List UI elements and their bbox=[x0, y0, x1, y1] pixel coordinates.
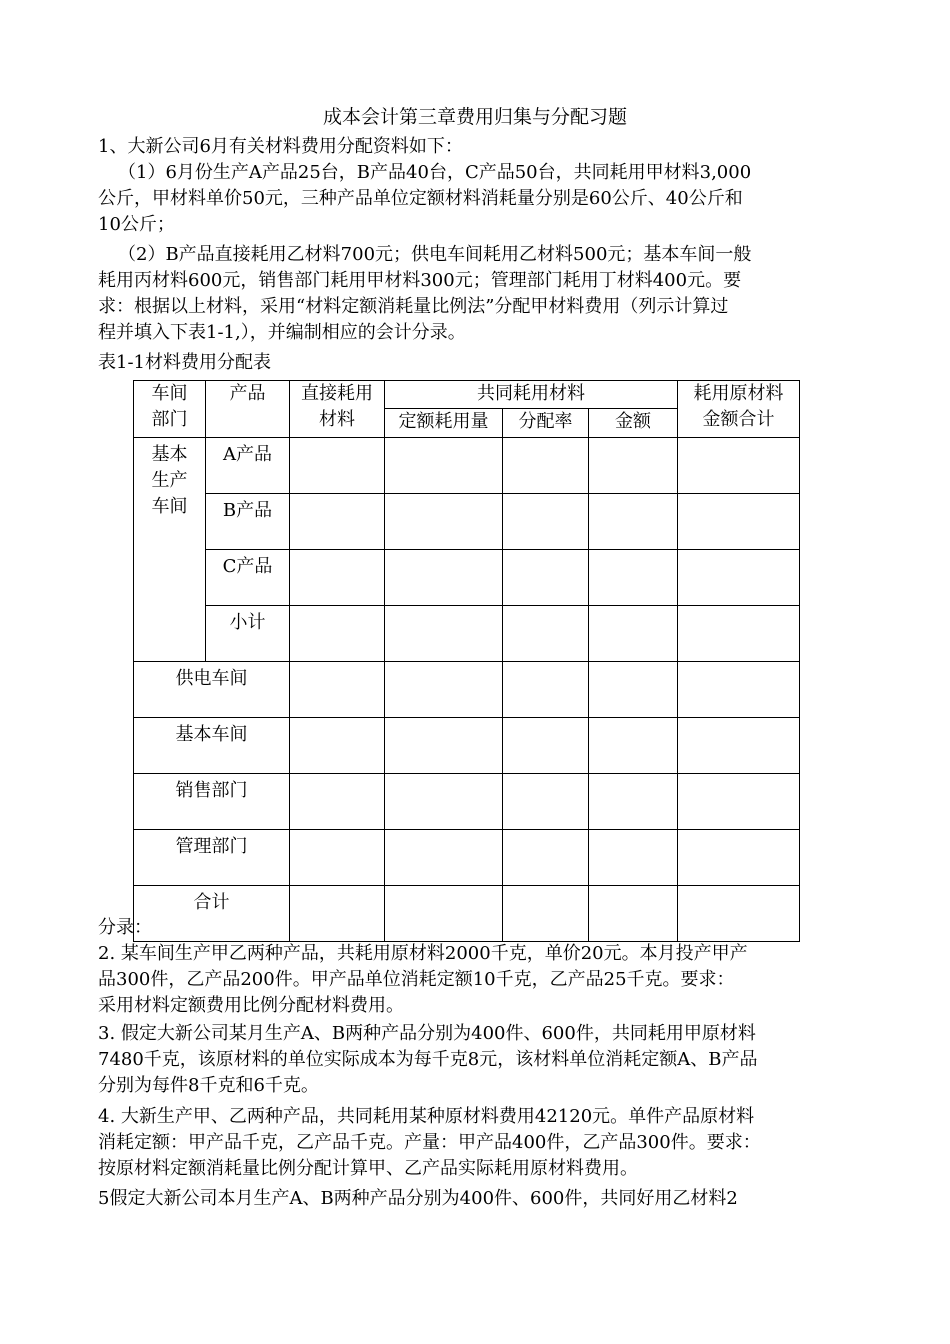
q1-p2-line: （2）B产品直接耗用乙材料700元；供电车间耗用乙材料500元；基本车间一般 bbox=[118, 244, 752, 265]
empty-cell bbox=[385, 606, 503, 662]
q3-line: 7480千克，该原材料的单位实际成本为每千克8元，该材料单位消耗定额A、B产品 bbox=[98, 1049, 758, 1070]
empty-cell bbox=[385, 438, 503, 494]
empty-cell bbox=[385, 662, 503, 718]
empty-cell bbox=[678, 662, 800, 718]
empty-cell bbox=[678, 606, 800, 662]
page-title: 成本会计第三章费用归集与分配习题 bbox=[322, 106, 627, 128]
empty-cell bbox=[678, 774, 800, 830]
empty-cell bbox=[290, 830, 385, 886]
empty-cell bbox=[678, 438, 800, 494]
header-shared-material: 共同耗用材料 bbox=[385, 381, 678, 409]
q1-p1-line: （1）6月份生产A产品25台，B产品40台，C产品50台，共同耗用甲材料3,000 bbox=[118, 162, 752, 183]
empty-cell bbox=[589, 438, 678, 494]
q2-line: 品300件，乙产品200件。甲产品单位消耗定额10千克，乙产品25千克。要求： bbox=[98, 969, 735, 990]
empty-cell bbox=[678, 550, 800, 606]
dept-basic-workshop: 基本车间 bbox=[134, 718, 290, 774]
empty-cell bbox=[385, 718, 503, 774]
empty-cell bbox=[503, 830, 589, 886]
empty-cell bbox=[678, 886, 800, 942]
header-dept-line: 车间 bbox=[151, 383, 188, 404]
q2-line: 采用材料定额费用比例分配材料费用。 bbox=[98, 995, 404, 1016]
empty-cell bbox=[678, 830, 800, 886]
empty-cell bbox=[385, 774, 503, 830]
empty-cell bbox=[290, 718, 385, 774]
material-allocation-table bbox=[133, 380, 800, 942]
empty-cell bbox=[290, 662, 385, 718]
empty-cell bbox=[503, 606, 589, 662]
subtotal-cell: 小计 bbox=[206, 606, 290, 662]
header-product: 产品 bbox=[206, 381, 290, 438]
dept-power-workshop: 供电车间 bbox=[134, 662, 290, 718]
q4-line: 4. 大新生产甲、乙两种产品，共同耗用某种原材料费用42120元。单件产品原材料 bbox=[98, 1106, 755, 1127]
total-row-label: 合计 bbox=[134, 886, 290, 942]
header-dept bbox=[134, 381, 206, 438]
empty-cell bbox=[290, 550, 385, 606]
basic-line: 生产 bbox=[151, 470, 188, 491]
empty-cell bbox=[589, 886, 678, 942]
header-total-material bbox=[678, 381, 800, 438]
empty-cell bbox=[589, 830, 678, 886]
q1-intro: 1、大新公司6月有关材料费用分配资料如下： bbox=[98, 136, 463, 157]
empty-cell bbox=[290, 886, 385, 942]
empty-cell bbox=[385, 550, 503, 606]
q4-line: 消耗定额：甲产品千克，乙产品千克。产量：甲产品400件，乙产品300件。要求： bbox=[98, 1132, 761, 1153]
empty-cell bbox=[503, 494, 589, 550]
empty-cell bbox=[589, 662, 678, 718]
entry-label: 分录： bbox=[98, 917, 152, 938]
header-dept-line: 部门 bbox=[151, 409, 188, 430]
basic-line: 车间 bbox=[151, 496, 188, 517]
header-direct-line: 直接耗用 bbox=[301, 383, 373, 404]
empty-cell bbox=[503, 774, 589, 830]
empty-cell bbox=[290, 606, 385, 662]
empty-cell bbox=[589, 774, 678, 830]
q2-line: 2. 某车间生产甲乙两种产品，共耗用原材料2000千克，单价20元。本月投产甲产 bbox=[98, 943, 748, 964]
dept-management: 管理部门 bbox=[134, 830, 290, 886]
header-total-line: 耗用原材料 bbox=[693, 383, 784, 404]
empty-cell bbox=[503, 438, 589, 494]
q1-p1-line: 公斤，甲材料单价50元，三种产品单位定额材料消耗量分别是60公斤、40公斤和 bbox=[98, 188, 743, 209]
empty-cell bbox=[503, 718, 589, 774]
empty-cell bbox=[589, 550, 678, 606]
q1-p1-line: 10公斤； bbox=[98, 214, 175, 235]
basic-production-workshop bbox=[134, 438, 206, 662]
empty-cell bbox=[503, 662, 589, 718]
header-direct-material bbox=[290, 381, 385, 438]
q4-line: 按原材料定额消耗量比例分配计算甲、乙产品实际耗用原材料费用。 bbox=[98, 1158, 638, 1179]
empty-cell bbox=[290, 494, 385, 550]
empty-cell bbox=[678, 494, 800, 550]
q1-p2-line: 耗用丙材料600元，销售部门耗用甲材料300元；管理部门耗用丁材料400元。要 bbox=[98, 270, 742, 291]
empty-cell bbox=[678, 718, 800, 774]
product-cell: A产品 bbox=[206, 438, 290, 494]
empty-cell bbox=[589, 494, 678, 550]
q1-p2-line: 求：根据以上材料，采用“材料定额消耗量比例法”分配甲材料费用（列示计算过 bbox=[98, 296, 729, 317]
empty-cell bbox=[589, 606, 678, 662]
basic-line: 基本 bbox=[151, 444, 188, 465]
empty-cell bbox=[290, 774, 385, 830]
header-total-line: 金额合计 bbox=[702, 409, 775, 430]
header-quota: 定额耗用量 bbox=[385, 409, 503, 438]
product-cell: C产品 bbox=[206, 550, 290, 606]
dept-sales: 销售部门 bbox=[134, 774, 290, 830]
empty-cell bbox=[290, 438, 385, 494]
q3-line: 分别为每件8千克和6千克。 bbox=[98, 1075, 319, 1096]
q1-p2-line: 程并填入下表1-1,），并编制相应的会计分录。 bbox=[98, 322, 466, 343]
header-direct-line: 材料 bbox=[319, 409, 355, 430]
empty-cell bbox=[503, 886, 589, 942]
empty-cell bbox=[385, 886, 503, 942]
q5-line: 5假定大新公司本月生产A、B两种产品分别为400件、600件，共同好用乙材料2 bbox=[98, 1188, 738, 1209]
empty-cell bbox=[385, 494, 503, 550]
empty-cell bbox=[503, 550, 589, 606]
table-caption: 表1-1材料费用分配表 bbox=[98, 352, 271, 373]
empty-cell bbox=[589, 718, 678, 774]
q3-line: 3. 假定大新公司某月生产A、B两种产品分别为400件、600件，共同耗用甲原材料 bbox=[98, 1023, 756, 1044]
header-rate: 分配率 bbox=[503, 409, 589, 438]
product-cell: B产品 bbox=[206, 494, 290, 550]
empty-cell bbox=[385, 830, 503, 886]
header-amount: 金额 bbox=[589, 409, 678, 438]
